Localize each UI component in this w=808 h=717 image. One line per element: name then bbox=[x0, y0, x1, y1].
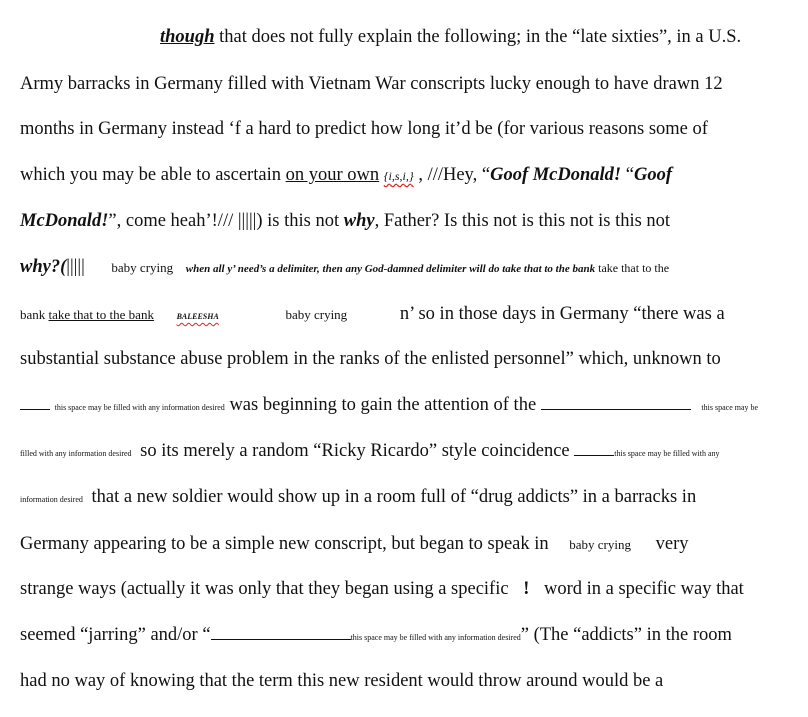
small-note: baby crying bbox=[285, 307, 348, 322]
small-note: this space may be filled with any information desired bbox=[54, 403, 225, 412]
text-line bbox=[20, 302, 725, 329]
text-run: ”, come heah’!/// |||||) is this not bbox=[108, 211, 344, 231]
text-run: , Father? Is this not is this not is this not bbox=[374, 211, 671, 231]
exclamation-mark: ! bbox=[523, 579, 530, 599]
underlined-phrase: take that to the bank bbox=[48, 307, 154, 322]
text-run: Germany appearing to be a simple new conscript, but began to speak in bbox=[20, 534, 549, 554]
text-line bbox=[20, 439, 720, 466]
fill-in-blank bbox=[211, 623, 351, 640]
text-run: had no way of knowing that the term this new resident would throw around would be a bbox=[20, 671, 664, 691]
text-line bbox=[20, 255, 669, 281]
text-run: that a new soldier would show up in a room full of “drug addicts” in a barracks in bbox=[91, 487, 697, 507]
emphasized-phrase: Goof bbox=[633, 165, 672, 185]
text-line bbox=[20, 577, 744, 601]
small-note: filled with any information desired bbox=[20, 449, 132, 458]
small-note: this space may be filled with any information desired bbox=[350, 633, 521, 642]
text-line bbox=[20, 669, 663, 693]
text-run: strange ways (actually it was only that they began using a specific bbox=[20, 579, 509, 599]
text-line bbox=[20, 532, 689, 557]
text-line bbox=[20, 209, 670, 233]
text-run: ” (The “addicts” in the room bbox=[520, 625, 732, 645]
small-emphasized-note: BALEESHA bbox=[176, 312, 219, 321]
small-note: information desired bbox=[20, 495, 83, 504]
small-note: this space may be filled with any bbox=[614, 449, 720, 458]
emphasized-word: why bbox=[343, 211, 375, 231]
small-emphasized-note: when all y’ need’s a delimiter, then any God-damned delimiter will do take that to the bank bbox=[185, 263, 596, 275]
text-run: “ bbox=[621, 165, 634, 185]
text-run: substantial substance abuse problem in the ranks of the enlisted personnel” which, unknown to bbox=[20, 349, 721, 369]
small-note: baby crying bbox=[569, 537, 631, 552]
text-line bbox=[20, 72, 723, 96]
text-line bbox=[160, 25, 741, 49]
fill-in-blank bbox=[574, 439, 614, 456]
small-note: baby crying bbox=[111, 260, 174, 275]
text-line bbox=[20, 347, 721, 371]
text-run: word in a specific way that bbox=[543, 579, 744, 599]
text-run: take that to the bbox=[595, 261, 670, 275]
text-line bbox=[20, 485, 696, 512]
text-line bbox=[20, 393, 758, 420]
text-run: Army barracks in Germany filled with Vietnam War conscripts lucky enough to have drawn 12 bbox=[20, 74, 723, 94]
text-run: ||||| bbox=[66, 257, 85, 277]
fill-in-blank bbox=[541, 393, 691, 410]
text-line bbox=[20, 163, 672, 188]
emphasized-word: why?( bbox=[20, 257, 67, 277]
fill-in-blank bbox=[20, 393, 50, 410]
emphasized-phrase: Goof McDonald! bbox=[490, 165, 622, 185]
emphasized-phrase: McDonald! bbox=[20, 211, 109, 231]
text-run: months in Germany instead ‘f a hard to predict how long it’d be (for various reasons some of bbox=[20, 119, 708, 139]
text-run: seemed “jarring” and/or “ bbox=[20, 625, 211, 645]
text-run: n’ so in those days in Germany “there was a bbox=[399, 304, 725, 324]
text-line bbox=[20, 623, 732, 650]
text-run: bank bbox=[20, 307, 49, 322]
text-run: was beginning to gain the attention of the bbox=[229, 395, 537, 415]
text-run: so its merely a random “Ricky Ricardo” style coincidence bbox=[140, 441, 570, 461]
underlined-phrase: on your own bbox=[285, 165, 380, 185]
text-run: which you may be able to ascertain bbox=[20, 165, 286, 185]
small-note: this space may be bbox=[701, 403, 759, 412]
emphasized-word: though bbox=[160, 27, 215, 47]
text-line bbox=[20, 117, 708, 141]
text-run: that does not fully explain the following; in the “late sixties”, in a U.S. bbox=[214, 27, 742, 47]
small-italic-note: {i,s,i,} bbox=[383, 169, 414, 183]
text-run: , ///Hey, “ bbox=[413, 165, 491, 185]
text-run: very bbox=[655, 534, 689, 554]
